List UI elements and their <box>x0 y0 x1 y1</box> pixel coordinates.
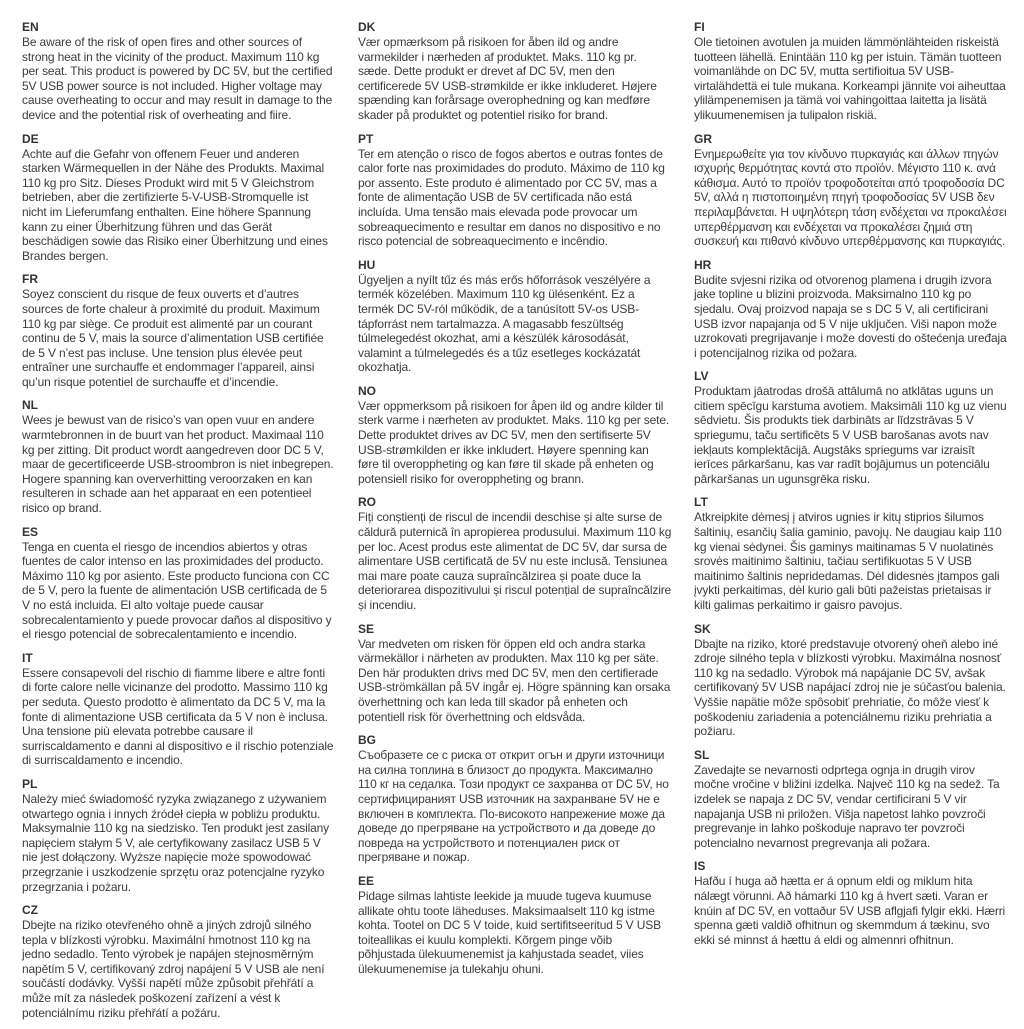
warning-text-en: Be aware of the risk of open fires and other sources of strong heat in the vicinity of the product. Maximum 110 kg per seat. This product is powered by DC 5V, but the certified 5V USB power source is not included. Higher voltage may cause overheating to occur and may result in damage to the device and the potential risk of overheating and fiire. <box>22 35 333 122</box>
lang-section-sk <box>694 622 1008 739</box>
lang-code-en: EN <box>22 20 39 34</box>
lang-code-cz: CZ <box>22 903 38 918</box>
lang-code-no: NO <box>358 383 376 398</box>
lang-section-fi <box>694 20 1008 123</box>
warning-text-cz: Dbejte na riziko otevřeného ohně a jiných zdrojů silného tepla v blízkosti výrobku. Maximální hmotnost 110 kg na jedno sedadlo. Tento výrobek je napájen stejnosměrným napětím 5 V, certifikovaný zdroj napájení 5 V USB ale není součástí dodávky. Vyšší napětí může způsobit přehřátí a může mít za následek poškození zařízení a vést k potenciálnímu riziku přehřátí a požáru. <box>22 918 325 1020</box>
warning-text-no: Vær oppmerksom på risikoen for åpen ild og andre kilder til sterk varme i nærheten av produktet. Maks. 110 kg per sete. Dette produktet drives av DC 5V, men den sertifiserte 5V USB-strømkilden er ikke inkludert. Høyere spenning kan føre til overoppheting og kan føre til skade på enheten og potensiell risiko for overoppheting og brann. <box>358 398 670 486</box>
lang-code-pl: PL <box>22 776 38 791</box>
lang-section-sl <box>694 748 1008 851</box>
lang-section-bg <box>358 733 672 865</box>
lang-code-sl: SL <box>694 747 710 762</box>
lang-section-en <box>22 20 336 123</box>
warning-text-bg: Съобразете се с риска от открит огън и други източници на силна топлина в близост до продукта. Максимално 110 кг на седалка. Този продукт се захранва от DC 5V, но сертифицираният USB източник на захранване 5V не е включен в комплекта. По-високото напрежение може да доведе до прегряване на устройството и да доведе до повреда на устройството и потенциален риск от прегряване и пожар. <box>358 748 669 865</box>
lang-code-is: IS <box>694 859 706 874</box>
lang-section-gr <box>694 132 1008 249</box>
lang-code-se: SE <box>358 621 375 636</box>
lang-code-hu: HU <box>358 257 376 272</box>
lang-code-es: ES <box>22 524 39 539</box>
lang-section-lv <box>694 369 1008 486</box>
lang-code-pt: PT <box>358 131 374 146</box>
warning-text-gr: Ενημερωθείτε για τον κίνδυνο πυρκαγιάς και άλλων πηγών ισχυρής θερμότητας κοντά στο προϊόν. Μέγιστο 110 κ. ανά κάθισμα. Αυτό το προϊόν τροφοδοτείται από τροφοδοσία DC 5V, αλλά η πιστοποιημένη πηγή τροφοδοσίας 5V USB δεν περιλαμβάνεται. Η υψηλότερη τάση ενδέχεται να προκαλέσει υπερθέρμανση και ενδέχεται να προκαλέσει ζημιά στη συσκευή και πιθανό κίνδυνο υπερθέρμανσης και πυρκαγιάς. <box>694 146 1007 249</box>
lang-code-bg: BG <box>358 733 376 748</box>
lang-code-lv: LV <box>694 369 709 384</box>
warning-text-hr: Budite svjesni rizika od otvorenog plamena i drugih izvora jake topline u blizini proizvoda. Maksimalno 110 kg po sjedalu. Ovaj proizvod napaja se s DC 5 V, ali certificirani USB izvor napajanja od 5 V nije uključen. Viši napon može uzrokovati pregrijavanje i može dovesti do oštećenja uređaja i potencijalnog rizika od požara. <box>694 272 1007 360</box>
warning-text-fi: Ole tietoinen avotulen ja muiden lämmönlähteiden riskeistä tuotteen lähellä. Enintään 110 kg per istuin. Tämän tuotteen voimanlähde on DC 5V, mutta sertifioitua 5V USB-virtalähdettä ei tule mukana. Korkeampi jännite voi aiheuttaa ylilämpenemisen ja tämä voi vahingoittaa laitetta ja lisätä ylikuumenemisen ja tulipalon riskiä. <box>694 35 1006 122</box>
lang-code-dk: DK <box>358 20 376 34</box>
lang-section-pl <box>22 777 336 894</box>
lang-section-ro <box>358 495 672 612</box>
lang-code-ee: EE <box>358 873 375 888</box>
warning-text-sk: Dbajte na riziko, ktoré predstavuje otvorený oheň alebo iné zdroje silného tepla v blízkosti výrobku. Maximálna nosnosť 110 kg na sedadlo. Výrobok má napájanie DC 5V, avšak certifikovaný 5V USB napájací zdroj nie je súčasťou balenia. Vyššie napätie môže spôsobiť prehriatie, čo môže viesť k poškodeniu zariadenia a potenciálnemu riziku prehriatia a požiaru. <box>694 636 1006 739</box>
lang-section-dk <box>358 20 672 123</box>
lang-section-de <box>22 132 336 264</box>
lang-section-cz <box>22 903 336 1020</box>
lang-code-it: IT <box>22 650 33 665</box>
lang-code-hr: HR <box>694 257 712 272</box>
warning-text-pt: Ter em atenção o risco de fogos abertos e outras fontes de calor forte nas proximidades do produto. Máximo de 110 kg por assento. Este produto é alimentado por CC 5V, mas a fonte de alimentação USB de 5V certificada não está incluída. Uma tensão mais elevada pode provocar um sobreaquecimento e resultar em danos no dispositivo e no risco potencial de sobreaquecimento e incêndio. <box>358 146 665 249</box>
lang-code-lt: LT <box>694 495 708 510</box>
warning-text-sl: Zavedajte se nevarnosti odprtega ognja in drugih virov močne vročine v bližini izdelka. Največ 110 kg na sedež. Ta izdelek se napaja z DC 5V, vendar certificirani 5 V vir napajanja USB ni priložen. Višja napetost lahko povzroči pregrevanje in lahko poškoduje napravo ter povzroči potencialno nevarnost pregrevanja ali požara. <box>694 762 1000 850</box>
warning-text-se: Var medveten om risken för öppen eld och andra starka värmekällor i närheten av produkten. Max 110 kg per säte. Den här produkten drivs med DC 5V, men den certifierade USB-strömkällan på 5V ingår ej. Högre spänning kan orsaka överhettning och kan leda till skador på enheten och potentiell risk för överhettning och eldsvåda. <box>358 636 671 724</box>
lang-section-se <box>358 622 672 725</box>
lang-section-pt <box>358 132 672 249</box>
warning-column-3 <box>694 20 1008 1029</box>
lang-section-hr <box>694 258 1008 361</box>
lang-section-hu <box>358 258 672 375</box>
lang-code-fr: FR <box>22 272 38 287</box>
warning-text-lt: Atkreipkite dėmesį į atviros ugnies ir kitų stiprios šilumos šaltinių, esančių šalia gaminio, pavojų. Ne daugiau kaip 110 kg vienai sėdynei. Šis gaminys maitinamas 5 V nuolatinės srovės maitinimo šaltiniu, tačiau sertifikuotas 5 V USB maitinimo šaltinis nepridedamas. Dėl didesnės įtampos gali įvykti perkaitimas, dėl kurio gali būti pažeistas prietaisas ir kilti galimas perkaitimo ir gaisro pavojus. <box>694 510 1002 612</box>
lang-code-gr: GR <box>694 131 712 146</box>
lang-code-ro: RO <box>358 495 376 510</box>
warning-text-es: Tenga en cuenta el riesgo de incendios abiertos y otras fuentes de calor intenso en las proximidades del producto. Máximo 110 kg por asiento. Este producto funciona con CC de 5 V, pero la fuente de alimentación USB certificada de 5 V no está incluida. El alto voltaje puede causar sobrecalentamiento y puede provocar daños al dispositivo y el riesgo potencial de sobrecalentamiento e incendio. <box>22 539 332 642</box>
warning-text-is: Hafðu í huga að hætta er á opnum eldi og miklum hita nálægt vörunni. Að hámarki 110 kg á hvert sæti. Varan er knúin af DC 5V, en vottaður 5V USB aflgjafi fylgir ekki. Hærri spenna gæti valdið ofhitnun og skemmdum á tækinu, svo ekki sé minnst á hættu á eldi og almennri ofhitnun. <box>694 874 1006 947</box>
lang-code-nl: NL <box>22 398 38 413</box>
lang-section-it <box>22 651 336 768</box>
lang-section-fr <box>22 272 336 389</box>
warning-text-dk: Vær opmærksom på risikoen for åben ild og andre varmekilder i nærheden af produktet. Maks. 110 kg pr. sæde. Dette produkt er drevet af DC 5V, men den certificerede 5V USB-strømkilde er ikke inkluderet. Højere spænding kan forårsage overophedning og kan medføre skader på produktet og potentiel risiko for brand. <box>358 35 657 122</box>
warning-text-fr: Soyez conscient du risque de feux ouverts et d’autres sources de forte chaleur à proximité du produit. Maximum 110 kg par siège. Ce produit est alimenté par un courant continu de 5 V, mais la source d’alimentation USB certifiée de 5 V n’est pas incluse. Une tension plus élevée peut entraîner une surchauffe et endommager l’appareil, ainsi qu’un risque potentiel de surchauffe et d’incendie. <box>22 287 324 389</box>
warning-text-ee: Pidage silmas lahtiste leekide ja muude tugeva kuumuse allikate ohtu toote läheduses. Maksimaalselt 110 kg istme kohta. Tootel on DC 5 V toide, kuid sertifitseeritud 5 V USB toiteallikas ei kuulu komplekti. Kõrgem pinge võib põhjustada ülekuumenemist ja kahjustada seadet, viies ülekuumenemise ja tulekahju ohuni. <box>358 888 661 976</box>
warning-text-de: Achte auf die Gefahr von offenem Feuer und anderen starken Wärmequellen in der Nähe des Produkts. Maximal 110 kg pro Sitz. Dieses Produkt wird mit 5 V Gleichstrom betrieben, aber die zertifizierte 5-V-USB-Stromquelle ist nicht im Lieferumfang enthalten. Eine höhere Spannung kann zu einer Überhitzung führen und das Gerät beschädigen sowie das Risiko einer Überhitzung und eines Brandes bergen. <box>22 146 328 263</box>
warning-column-1 <box>22 20 336 1029</box>
warning-text-it: Essere consapevoli del rischio di fiamme libere e altre fonti di forte calore nelle vicinanze del prodotto. Massimo 110 kg per seduta. Questo prodotto è alimentato da DC 5 V, ma la fonte di alimentazione USB certificata da 5 V non è inclusa. Una tensione più elevata potrebbe causare il surriscaldamento e danni al dispositivo e il rischio potenziale di surriscaldamento e incendio. <box>22 665 334 768</box>
warning-text-nl: Wees je bewust van de risico’s van open vuur en andere warmtebronnen in de buurt van het product. Maximaal 110 kg per zitting. Dit product wordt aangedreven door DC 5 V, maar de gecertificeerde USB-stroombron is niet inbegrepen. Hogere spanning kan oververhitting veroorzaken en kan resulteren in schade aan het apparaat en een potentieel risico op brand. <box>22 413 334 516</box>
warning-text-pl: Należy mieć świadomość ryzyka związanego z używaniem otwartego ognia i innych źródeł ciepła w pobliżu produktu. Maksymalnie 110 kg na siedzisko. Ten produkt jest zasilany napięciem stałym 5 V, ale certyfikowany zasilacz USB 5 V nie jest dołączony. Wyższe napięcie może spowodować przegrzanie i uszkodzenie sprzętu oraz potencjalne ryzyko przegrzania i pożaru. <box>22 791 330 894</box>
lang-code-sk: SK <box>694 621 711 636</box>
warning-text-hu: Ügyeljen a nyílt tűz és más erős hőforrások veszélyére a termék közelében. Maximum 110 kg ülésenként. Ez a termék DC 5V-ról működik, de a tanúsított 5V-os USB-tápforrást nem tartalmazza. A magasabb feszültség túlmelegedést okozhat, ami a készülék károsodását, valamint a túlmelegedés és a tűz esetleges kockázatát okozhatja. <box>358 272 651 375</box>
warning-column-2 <box>358 20 672 1029</box>
lang-section-ee <box>358 874 672 977</box>
lang-section-es <box>22 525 336 642</box>
lang-code-fi: FI <box>694 20 705 34</box>
warning-text-lv: Produktam jāatrodas drošā attālumā no atklātas uguns un citiem spēcīgu karstuma avotiem. Maksimāli 110 kg uz vienu sēdvietu. Šis produkts tiek darbināts ar līdzstrāvas 5 V spriegumu, taču sertificēts 5 V USB barošanas avots nav iekļauts komplektācijā. Augstāks spriegums var izraisīt ierīces pārkaršanu, kas var radīt bojājumus un potenciālu pārkaršanas un ugunsgrēka risku. <box>694 384 1007 486</box>
lang-code-de: DE <box>22 131 39 146</box>
lang-section-nl <box>22 398 336 515</box>
lang-section-is <box>694 859 1008 947</box>
lang-section-lt <box>694 495 1008 612</box>
warning-text-ro: Fiți conștienți de riscul de incendii deschise și alte surse de căldură puternică în apropierea produsului. Maximum 110 kg per loc. Acest produs este alimentat de DC 5V, dar sursa de alimentare USB certificată de 5V nu este inclusă. Tensiunea mai mare poate cauza supraîncălzirea și poate duce la deteriorarea dispozitivului și riscul potențial de supraîncălzire și incendiu. <box>358 510 672 612</box>
lang-section-no <box>358 384 672 487</box>
